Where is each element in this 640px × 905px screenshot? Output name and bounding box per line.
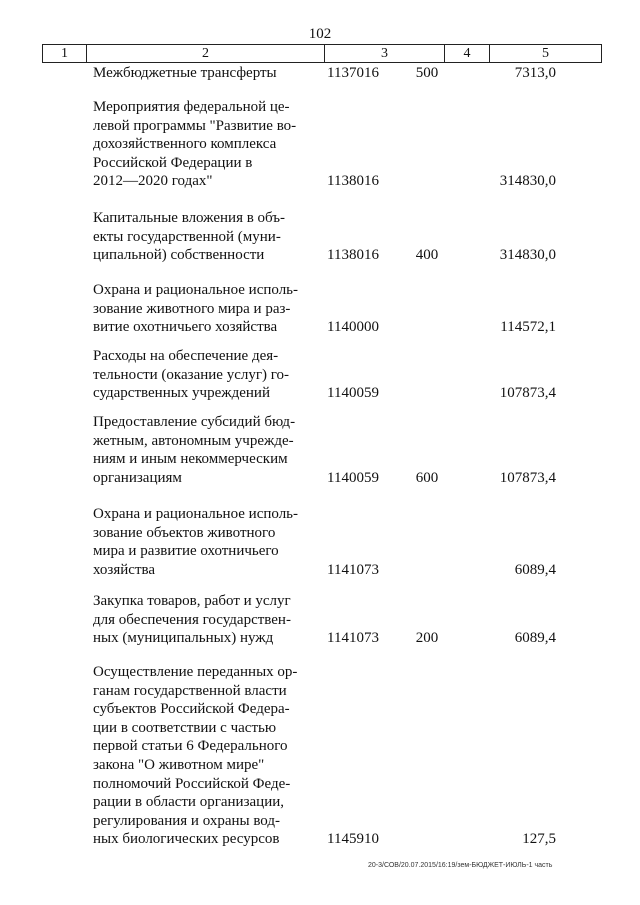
row-description	[93, 505, 307, 579]
description-line: 2012—2020 годах"	[93, 173, 213, 190]
description-line: полномочий Российской Феде-	[93, 775, 291, 792]
description-line: Межбюджетные трансферты	[93, 65, 277, 81]
row-expense-type: 500	[415, 65, 439, 81]
row-description	[93, 413, 307, 487]
description-line: витие охотничьего хозяйства	[93, 319, 278, 336]
table-header	[42, 44, 602, 63]
description-line: хозяйства	[93, 561, 156, 578]
row-expense-type: 600	[415, 469, 439, 486]
row-amount: 314830,0	[499, 247, 556, 264]
description-line: левой программы "Развитие во-	[93, 117, 297, 134]
description-line: ции в соответствии с частью	[93, 719, 277, 736]
row-amount: 7313,0	[514, 65, 556, 81]
description-line: Расходы на обеспечение дея-	[93, 348, 279, 364]
document-footer: 20-3/СОВ/20.07.2015/16:19/зем-БЮДЖЕТ-ИЮЛЬ-1 часть	[368, 862, 553, 869]
description-line: Закупка товаров, работ и услуг	[93, 593, 291, 609]
description-line: субъектов Российской Федера-	[93, 701, 290, 718]
row-expense-type: 200	[415, 630, 439, 647]
row-code: 1138016	[327, 173, 379, 190]
header-col-1: 1	[43, 45, 87, 62]
description-line: организациям	[93, 469, 182, 486]
row-code: 1137016	[327, 65, 379, 81]
row-description	[93, 64, 307, 83]
description-line: закона "О животном мире"	[93, 756, 265, 773]
description-line: ных (муниципальных) нужд	[93, 630, 274, 647]
header-col-2: 2	[87, 45, 325, 62]
row-code: 1138016	[327, 247, 379, 264]
description-line: Осуществление переданных ор-	[93, 664, 298, 680]
header-col-5: 5	[542, 46, 549, 61]
description-line: ниям и иным некоммерческим	[93, 451, 288, 468]
row-description	[93, 663, 307, 849]
row-amount: 107873,4	[499, 385, 556, 402]
row-code: 1140059	[327, 469, 379, 486]
description-line: сударственных учреждений	[93, 385, 270, 402]
description-line: ганам государственной власти	[93, 682, 287, 699]
description-line: зование животного мира и раз-	[93, 300, 291, 317]
description-line: Капитальные вложения в объ-	[93, 210, 286, 226]
description-line: для обеспечения государствен-	[93, 611, 291, 628]
description-line: жетным, автономным учрежде-	[93, 432, 294, 449]
row-code: 1141073	[327, 561, 379, 578]
description-line: ных биологических ресурсов	[93, 831, 280, 848]
description-line: Охрана и рациональное исполь-	[93, 506, 299, 522]
row-code: 1140000	[327, 319, 379, 336]
header-col-4: 4	[445, 45, 490, 62]
row-expense-type: 400	[415, 247, 439, 264]
row-description	[93, 98, 307, 191]
row-amount: 6089,4	[514, 630, 556, 647]
description-line: Мероприятия федеральной це-	[93, 99, 290, 115]
row-amount: 107873,4	[499, 469, 556, 486]
description-line: тельности (оказание услуг) го-	[93, 366, 290, 383]
page-number: 102	[308, 26, 332, 42]
description-line: дохозяйственного комплекса	[93, 136, 277, 153]
description-line: мира и развитие охотничьего	[93, 543, 279, 560]
row-amount: 314830,0	[499, 173, 556, 190]
row-code: 1145910	[327, 831, 379, 848]
row-code: 1140059	[327, 385, 379, 402]
row-description	[93, 209, 307, 265]
row-amount: 6089,4	[514, 561, 556, 578]
description-line: регулирования и охраны вод-	[93, 812, 281, 829]
description-line: зование объектов животного	[93, 524, 276, 541]
description-line: ципальной) собственности	[93, 247, 265, 264]
row-description	[93, 281, 307, 337]
row-amount: 127,5	[522, 831, 556, 848]
description-line: Предоставление субсидий бюд-	[93, 414, 296, 430]
description-line: первой статьи 6 Федерального	[93, 738, 288, 755]
description-line: екты государственной (муни-	[93, 228, 281, 245]
row-amount: 114572,1	[500, 319, 556, 336]
description-line: Российской Федерации в	[93, 154, 253, 171]
row-code: 1141073	[327, 630, 379, 647]
row-description	[93, 347, 307, 403]
description-line: Охрана и рациональное исполь-	[93, 282, 299, 298]
description-line: рации в области организации,	[93, 794, 284, 811]
header-col-3: 3	[325, 45, 445, 62]
row-description	[93, 592, 307, 648]
